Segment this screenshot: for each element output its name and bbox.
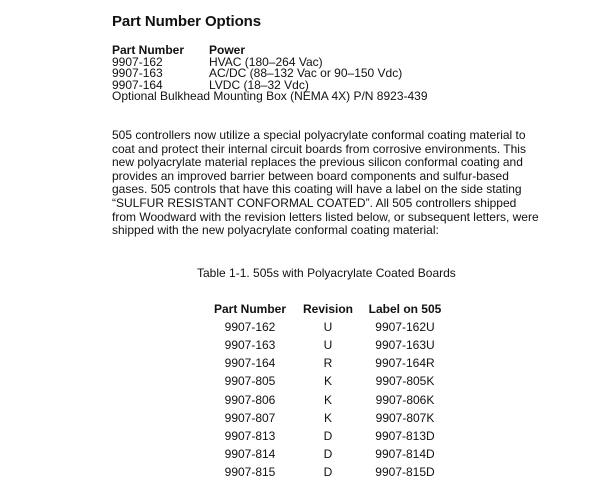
cell-label: 9907-807K bbox=[375, 410, 435, 425]
options-header-part-number: Part Number bbox=[112, 43, 185, 57]
cell-revision: K bbox=[323, 374, 332, 389]
paragraph-line: 505 controllers now utilize a special polyacrylate conformal coating material to bbox=[112, 128, 526, 142]
cell-part-number: 9907-163 bbox=[224, 338, 276, 353]
paragraph-line: provides an improved barrier between board components and sulfur-based bbox=[112, 168, 509, 183]
cell-part-number: 9907-807 bbox=[224, 410, 276, 425]
paragraph-line: new polyacrylate material replaces the previous silicon conformal coating and bbox=[112, 155, 523, 170]
cell-label: 9907-806K bbox=[375, 392, 435, 407]
table-row bbox=[208, 463, 446, 481]
paragraph-line: shipped with the new polyacrylate conformal coating material: bbox=[112, 223, 439, 238]
cell-label: 9907-805K bbox=[375, 374, 435, 389]
cell-part-number: 9907-814 bbox=[224, 446, 276, 461]
paragraph-line: coat and protect their internal circuit boards from corrosive environments. This bbox=[112, 141, 526, 156]
cell-label: 9907-163U bbox=[375, 338, 435, 353]
header-part-number: Part Number bbox=[213, 302, 287, 317]
cell-revision: K bbox=[323, 392, 332, 407]
cell-revision: U bbox=[323, 338, 333, 353]
table-row bbox=[208, 445, 446, 463]
table-row bbox=[208, 336, 446, 354]
cell-revision: D bbox=[323, 446, 333, 461]
cell-part-number: 9907-815 bbox=[224, 464, 276, 479]
cell-revision: R bbox=[323, 356, 333, 371]
table-header-row bbox=[208, 300, 446, 318]
header-label-on-505: Label on 505 bbox=[368, 302, 442, 317]
cell-label: 9907-162U bbox=[375, 320, 435, 335]
option-power: LVDC (18–32 Vdc) bbox=[209, 77, 309, 92]
table-row bbox=[208, 372, 446, 390]
cell-part-number: 9907-164 bbox=[224, 356, 276, 371]
paragraph-line: gases. 505 controls that have this coating will have a label on the side stating bbox=[112, 182, 522, 197]
cell-label: 9907-814D bbox=[375, 446, 435, 461]
cell-label: 9907-813D bbox=[375, 428, 435, 443]
option-part-number: 9907-164 bbox=[112, 77, 163, 92]
paragraph-line: from Woodward with the revision letters listed below, or subsequent letters, were bbox=[112, 209, 539, 224]
coated-boards-table bbox=[208, 300, 446, 481]
table-row bbox=[208, 318, 446, 336]
table-caption: Table 1-1. 505s with Polyacrylate Coated Boards bbox=[197, 266, 456, 280]
cell-part-number: 9907-162 bbox=[224, 320, 276, 335]
table-row bbox=[208, 409, 446, 427]
cell-label: 9907-815D bbox=[375, 464, 435, 479]
table-row bbox=[208, 354, 446, 372]
cell-label: 9907-164R bbox=[375, 356, 435, 371]
cell-part-number: 9907-806 bbox=[224, 392, 276, 407]
coating-paragraph bbox=[112, 129, 602, 238]
header-revision: Revision bbox=[302, 302, 353, 317]
section-heading: Part Number Options bbox=[112, 13, 261, 30]
option-part-number: 9907-162 bbox=[112, 54, 163, 69]
part-number-options-list bbox=[112, 45, 428, 103]
option-part-number: 9907-163 bbox=[112, 66, 163, 81]
cell-part-number: 9907-813 bbox=[224, 428, 276, 443]
cell-revision: D bbox=[323, 464, 333, 479]
cell-revision: K bbox=[323, 410, 332, 425]
mounting-box-note: Optional Bulkhead Mounting Box (NEMA 4X) P/N 8923-439 bbox=[112, 89, 428, 104]
option-power: AC/DC (88–132 Vac or 90–150 Vdc) bbox=[209, 66, 403, 81]
option-power: HVAC (180–264 Vac) bbox=[209, 54, 323, 69]
paragraph-line: “SULFUR RESISTANT CONFORMAL COATED”. All 505 controllers shipped bbox=[112, 195, 517, 210]
table-row bbox=[208, 427, 446, 445]
cell-revision: U bbox=[323, 320, 333, 335]
table-row bbox=[208, 390, 446, 408]
options-header-power: Power bbox=[209, 43, 246, 57]
cell-part-number: 9907-805 bbox=[224, 374, 276, 389]
cell-revision: D bbox=[323, 428, 333, 443]
